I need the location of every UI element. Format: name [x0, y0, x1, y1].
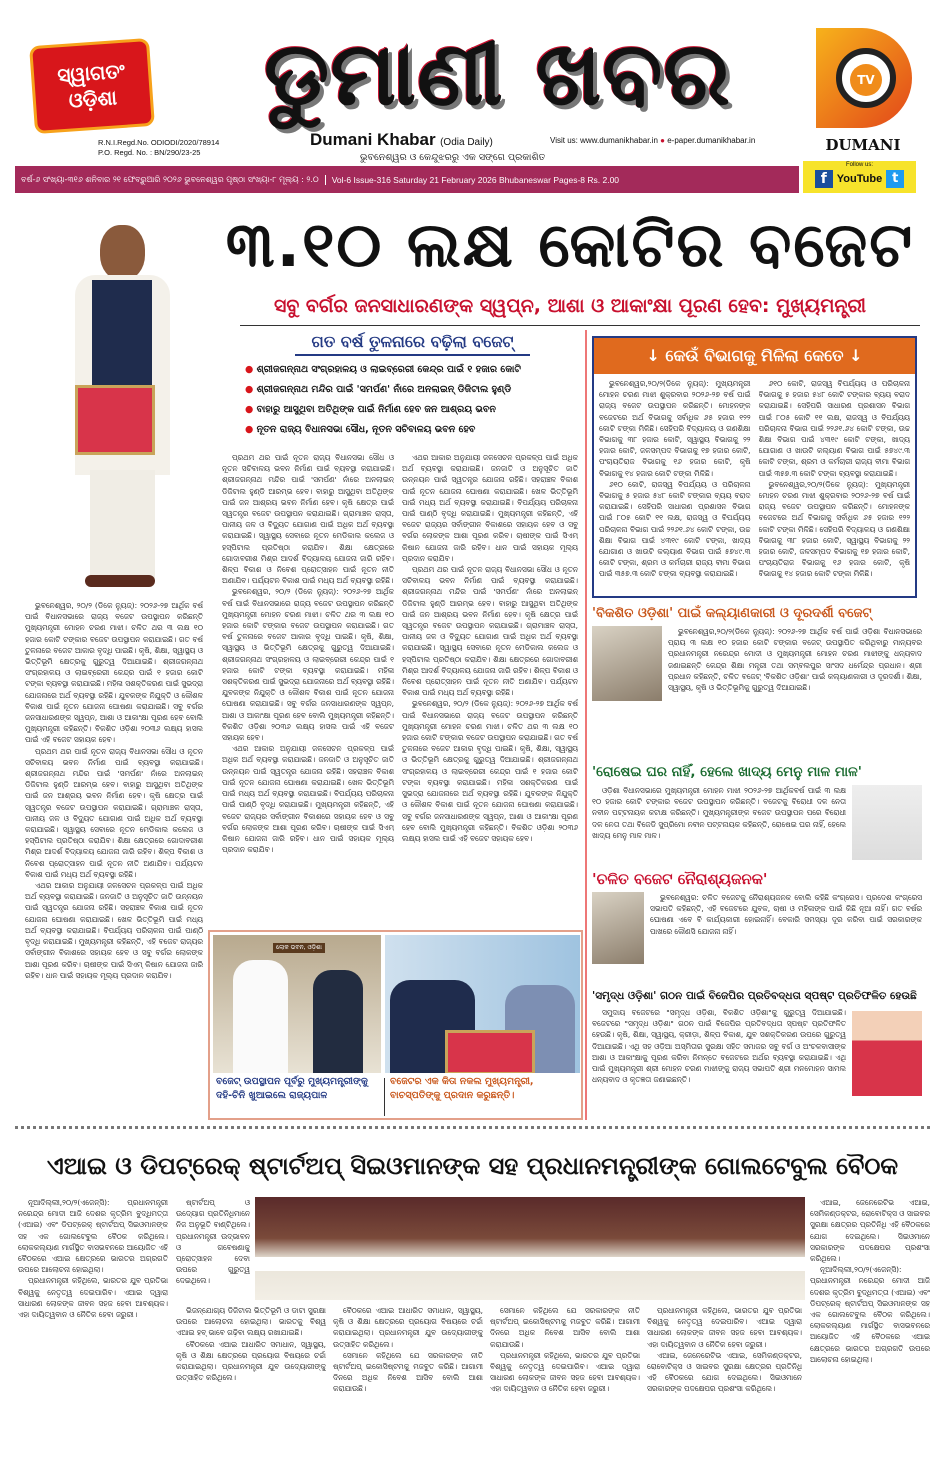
lead-body-col1: [222, 452, 394, 922]
dateline-english: Vol-6 Issue-316 Saturday 21 February 2026 Bhubaneswar Pages-8 Rs. 2.00: [331, 174, 620, 185]
lok-bhavan-sign: ଲୋକ ଭବନ, ଓଡ଼ିଶା: [273, 943, 325, 953]
second-col-5: [490, 1305, 640, 1460]
budget-copy-handover-photo: [385, 935, 580, 1073]
paragraph: ଭୁବନେଶ୍ୱର, ୨୦/୨ (ଡିକେ ନ୍ୟୁଜ୍): ୨୦୨୬-୨୭ ଆର୍ଥିକ ବର୍ଷ ପାଇଁ ବିଧାନସଭାରେ ରାଜ୍ୟ ବଜେଟ ଉପସ୍ଥାପନ କରିଛନ୍ତି ମୁଖ୍ୟମନ୍ତ୍ରୀ ମୋହନ ଚରଣ ମାଝୀ। ଚଳିତ ଥର ୩ ଲକ୍ଷ ୧୦ ହଜାର କୋଟି ଟଙ୍କାର ବଜେଟ ଉପସ୍ଥାପନ କରାଯାଇଛି। ଗତ ବର୍ଷ ତୁଳନାରେ ବଜେଟ ଆକାର ବୃଦ୍ଧି ପାଇଛି। କୃଷି, ଶିକ୍ଷା, ସ୍ୱାସ୍ଥ୍ୟ ଓ ଭିତ୍ତିଭୂମି କ୍ଷେତ୍ରକୁ ଗୁରୁତ୍ୱ ଦିଆଯାଇଛି। ଶ୍ରୀଜଗନ୍ନାଥ ସଂଗ୍ରହାଳୟ ଓ ଲାଇବ୍ରେରୀ କେନ୍ଦ୍ର ପାଇଁ ୧ ହଜାର କୋଟି ଟଙ୍କା ବ୍ୟବସ୍ଥା କରାଯାଇଛି। ମହିଳା ସଶକ୍ତିକରଣ ପାଇଁ ସୁଭଦ୍ରା ଯୋଜନାରେ ଅର୍ଥ ବ୍ୟବସ୍ଥା ରହିଛି। ଯୁବକଙ୍କ ନିଯୁକ୍ତି ଓ କୌଶଳ ବିକାଶ ପାଇଁ ନୂତନ ଯୋଜନା ଘୋଷଣା କରାଯାଇଛି। ସବୁ ବର୍ଗର ଜନସାଧାରଣଙ୍କ ସ୍ୱପ୍ନ, ଆଶା ଓ ଆକାଂକ୍ଷା ପୂରଣ ହେବ ବୋଲି ମୁଖ୍ୟମନ୍ତ୍ରୀ କହିଛନ୍ତି। ବିକଶିତ ଓଡ଼ିଶା ୨୦୩୬ ଲକ୍ଷ୍ୟ ହାସଲ ପାଇଁ ଏହି ବଜେଟ ସହାୟକ ହେବ।: [25, 601, 203, 745]
divider: [240, 325, 920, 326]
paragraph: ୬୧୦ କୋଟି, ରାଜସ୍ୱ ବିପର୍ଯ୍ୟୟ ଓ ପରିଚାଳନା ବିଭାଗକୁ ୫ ହଜାର ୫୪୮ କୋଟି ଟଙ୍କାର ବ୍ୟୟ ବରାଦ କରାଯାଇଛି। ସେହିପରି ସାଧାରଣ ପ୍ରଶାସନ ବିଭାଗ ପାଇଁ ୮୦୫ କୋଟି ୧୧ ଲକ୍ଷ, ରାଜସ୍ୱ ଓ ବିପର୍ଯ୍ୟୟ ପରିଚାଳନା ବିଭାଗ ପାଇଁ ୨୨୬୧.୬୪ କୋଟି ଟଙ୍କା, ଉଚ୍ଚ ଶିକ୍ଷା ବିଭାଗ ପାଇଁ ୪୩୧୯ କୋଟି ଟଙ୍କା, ଖାଦ୍ୟ ଯୋଗାଣ ଓ ଖାଉଟି କଲ୍ୟାଣ ବିଭାଗ ପାଇଁ ୫୭୪୯.୩ କୋଟି ଟଙ୍କା, ଶ୍ରମ ଓ କର୍ମଚାରୀ ରାଜ୍ୟ ବୀମା ବିଭାଗ ପାଇଁ ୩୫୭.୩ କୋଟି ଟଙ୍କା ବ୍ୟବସ୍ଥା କରାଯାଇଛି।: [599, 479, 751, 579]
article-title: 'ବିକଶିତ ଓଡ଼ିଶା' ପାଇଁ କଲ୍ୟାଣକାରୀ ଓ ଦୂରଦର୍ଶୀ ବଜେଟ୍: [592, 606, 872, 621]
newspaper-title-logo: [205, 18, 790, 130]
governor-cm-photo: [213, 935, 381, 1073]
paragraph: ୬୧୦ କୋଟି, ରାଜସ୍ୱ ବିପର୍ଯ୍ୟୟ ଓ ପରିଚାଳନା ବିଭାଗକୁ ୫ ହଜାର ୫୪୮ କୋଟି ଟଙ୍କାର ବ୍ୟୟ ବରାଦ କରାଯାଇଛି। ସେହିପରି ସାଧାରଣ ପ୍ରଶାସନ ବିଭାଗ ପାଇଁ ୮୦୫ କୋଟି ୧୧ ଲକ୍ଷ, ରାଜସ୍ୱ ଓ ବିପର୍ଯ୍ୟୟ ପରିଚାଳନା ବିଭାଗ ପାଇଁ ୨୨୬୧.୬୪ କୋଟି ଟଙ୍କା, ଉଚ୍ଚ ଶିକ୍ଷା ବିଭାଗ ପାଇଁ ୪୩୧୯ କୋଟି ଟଙ୍କା, ଖାଦ୍ୟ ଯୋଗାଣ ଓ ଖାଉଟି କଲ୍ୟାଣ ବିଭାଗ ପାଇଁ ୫୭୪୯.୩ କୋଟି ଟଙ୍କା, ଶ୍ରମ ଓ କର୍ମଚାରୀ ରାଜ୍ୟ ବୀମା ବିଭାଗ ପାଇଁ ୩୫୭.୩ କୋଟି ଟଙ୍କା ବ୍ୟବସ୍ଥା କରାଯାଇଛି।: [758, 379, 910, 478]
paragraph: ପ୍ରଧାନମନ୍ତ୍ରୀ କହିଥିଲେ, ଭାରତର ଯୁବ ପ୍ରତିଭା ବିଶ୍ୱକୁ ନେତୃତ୍ୱ ଦେଇପାରିବ। ଏଆଇ ଦ୍ୱାରା ସାଧାରଣ ଲୋକଙ୍କ ଜୀବନ ସହଜ ହେବା ଆବଶ୍ୟକ। ଏହା ଦାୟିତ୍ୱବାନ ଓ ନୈତିକ ହେବା ଜରୁରୀ।: [18, 1276, 168, 1320]
photo-box: [208, 930, 583, 1120]
paragraph: ଏଥର ଆକାର ଅନୁଯାୟୀ ଜଳସେଚନ ପ୍ରକଳ୍ପ ପାଇଁ ଅଧିକ ଅର୍ଥ ବ୍ୟବସ୍ଥା କରାଯାଇଛି। ଜନଜାତି ଓ ଅନୁସୂଚିତ ଜାତି ଉନ୍ନୟନ ପାଇଁ ସ୍ୱତନ୍ତ୍ର ଯୋଜନା ରହିଛି। ସହରାଞ୍ଚଳ ବିକାଶ ପାଇଁ ନୂତନ ଯୋଜନା ଘୋଷଣା କରାଯାଇଛି। ଖେଳ ଭିତ୍ତିଭୂମି ପାଇଁ ମଧ୍ୟ ଅର୍ଥ ବ୍ୟବସ୍ଥା କରାଯାଇଛି। ବିପର୍ଯ୍ୟୟ ପରିଚାଳନା ପାଇଁ ପାଣ୍ଠି ବୃଦ୍ଧି କରାଯାଇଛି। ମୁଖ୍ୟମନ୍ତ୍ରୀ କହିଛନ୍ତି, ଏହି ବଜେଟ ରାଜ୍ୟର ସର୍ବାଙ୍ଗୀନ ବିକାଶରେ ସହାୟକ ହେବ ଓ ସବୁ ବର୍ଗର ଲୋକଙ୍କ ଆଶା ପୂରଣ କରିବ। ଚାଷୀଙ୍କ ପାଇଁ ସିଏମ୍ କିଷାନ ଯୋଜନା ଜାରି ରହିବ। ଧାନ ପାଇଁ ସହାୟକ ମୂଲ୍ୟ ପ୍ରଦାନ କରାଯିବ।: [222, 744, 394, 855]
highlight-text: ଶ୍ରୀଜଗନ୍ନାଥ ମନ୍ଦିର ପାଇଁ 'ସମର୍ପଣ' ନାଁରେ ଅନଲାଇନ୍ ଡିଜିଟାଲ ହୁଣ୍ଡି: [256, 384, 512, 395]
highlight-text: ଶ୍ରୀଜଗନ୍ନାଥ ସଂଗ୍ରହାଳୟ ଓ ଲାଇବ୍ରେରୀ କେନ୍ଦ୍ର ପାଇଁ ୧ ହଜାର କୋଟି: [256, 364, 521, 375]
dateline-odia: ବର୍ଷ-୬ ସଂଖ୍ୟା-୩୧୬ ଶନିବାର ୨୧ ଫେବ୍ରୁଆରି ୨୦୨୬ ଭୁବନେଶ୍ୱର ପୃଷ୍ଠା ସଂଖ୍ୟା-୮ ମୂଲ୍ୟ : ୨.୦: [21, 175, 326, 185]
dharmendra-pradhan-photo: [592, 626, 662, 701]
second-headline: ଏଆଇ ଓ ଡିପଟ୍ରେକ୍ ଷ୍ଟାର୍ଟଅପ୍ ସିଇଓମାନଙ୍କ ସହ ପ୍ରଧାନମନ୍ତ୍ରୀଙ୍କ ଗୋଲଟେବୁଲ ବୈଠକ: [46, 1152, 899, 1180]
facebook-icon[interactable]: f: [815, 170, 833, 188]
naveen-patnaik-photo: [852, 785, 922, 860]
paragraph: ପ୍ରଧାନମନ୍ତ୍ରୀ କହିଥିଲେ, ଭାରତର ଯୁବ ପ୍ରତିଭା ବିଶ୍ୱକୁ ନେତୃତ୍ୱ ଦେଇପାରିବ। ଏଆଇ ଦ୍ୱାରା ସାଧାରଣ ଲୋକଙ୍କ ଜୀବନ ସହଜ ହେବା ଆବଶ୍ୟକ। ଏହା ଦାୟିତ୍ୱବାନ ଓ ନୈତିକ ହେବା ଜରୁରୀ।: [490, 1350, 640, 1394]
highlight-text: ବାହାରୁ ଆସୁଥିବା ଅତିଥିଙ୍କ ପାଇଁ ନିର୍ମାଣ ହେବ ଜନ ଆଶ୍ରୟ ଭବନ: [256, 404, 496, 415]
paragraph: ସେମାନେ କହିଥିଲେ ଯେ ସରକାରଙ୍କ ନୀତି ଷ୍ଟାର୍ଟଅପ୍ ଇକୋସିଷ୍ଟମକୁ ମଜବୁତ କରିଛି। ଆଗାମୀ ଦିନରେ ଅଧିକ ନିବେଶ ଆସିବ ବୋଲି ଆଶା କରାଯାଉଛି।: [333, 1350, 483, 1394]
article-roshei-ghar: [592, 763, 922, 863]
paragraph: ଷ୍ଟାର୍ଟଅପ୍ ଓ ଉଦ୍ୟୋଗ ପ୍ରତିନିଧିମାନେ ନିଜ ଅନୁଭୂତି ବାଣ୍ଟିଥିଲେ। ପ୍ରଧାନମନ୍ତ୍ରୀ ଉଦ୍ଭାବନ ଓ ଗବେଷଣାକୁ ପ୍ରୋତ୍ସାହନ ଦେବା ଉପରେ ଗୁରୁତ୍ୱ ଦେଇଥିଲେ।: [176, 1198, 250, 1286]
paragraph: ଓଡ଼ିଶା ବିଧାନସଭାରେ ମୁଖ୍ୟମନ୍ତ୍ରୀ ମୋହନ ମାଝୀ ୨୦୨୬-୨୭ ଆର୍ଥିକବର୍ଷ ପାଇଁ ୩ ଲକ୍ଷ ୧୦ ହଜାର କୋଟି ଟଙ୍କାର ବଜେଟ ଉପସ୍ଥାପନ କରିଛନ୍ତି। ବଜେଟକୁ ବିରୋଧୀ ଦଳ ନେତା ନବୀନ ପଟ୍ଟନାୟକ କଟାକ୍ଷ କରିଛନ୍ତି। ମୁଖ୍ୟମନ୍ତ୍ରୀଙ୍କ ବଜେଟ ଉପସ୍ଥାପନ ପରେ ବିରୋଧୀ ଦଳ ନେତା ତଥା ବିଜେଡି ସୁପ୍ରିମୋ ନବୀନ ପଟ୍ଟନାୟକ କହିଛନ୍ତି, ରୋଷେଇ ଘର ନାହିଁ, ହେଲେ ଖାଦ୍ୟ ମେନୁ ମାଳ ମାଳ।: [592, 786, 846, 840]
welcome-badge-text: ସ୍ୱାଗତଂ ଓଡ଼ିଶା: [56, 58, 126, 113]
epaper-link[interactable]: e-paper.dumanikhabar.in: [667, 136, 756, 145]
paragraph: ଭୁବନେଶ୍ୱର,୨୦/୨(ଡିକେ ନ୍ୟୁଜ୍): ମୁଖ୍ୟମନ୍ତ୍ରୀ ମୋହନ ଚରଣ ମାଝୀ ଶୁକ୍ରବାର ୨୦୨୬-୨୭ ବର୍ଷ ପାଇଁ ରାଜ୍ୟ ବଜେଟ ଉପସ୍ଥାପନ କରିଛନ୍ତି। ମୋହନଙ୍କ ବଜେଟରେ ଅର୍ଥ ବିଭାଗକୁ ସର୍ବାଧିକ ୬୫ ହଜାର ୧୨୨ କୋଟି ଟଙ୍କା ମିଳିଛି। ସେହିପରି ବିଦ୍ୟାଳୟ ଓ ଗଣଶିକ୍ଷା ବିଭାଗକୁ ୩୮ ହଜାର କୋଟି, ସ୍ୱାସ୍ଥ୍ୟ ବିଭାଗକୁ ୨୨ ହଜାର କୋଟି, ଜଳସମ୍ପଦ ବିଭାଗକୁ ୧୭ ହଜାର କୋଟି, ପଂଚାୟତିରାଜ ବିଭାଗକୁ ୧୬ ହଜାର କୋଟି, କୃଷି ବିଭାଗକୁ ୧୪ ହଜାର କୋଟି ଟଙ୍କା ମିଳିଛି।: [599, 379, 751, 478]
english-subtitle: (Odia Daily): [440, 137, 493, 148]
paragraph: ଭୁବନେଶ୍ୱର, ୨୦/୨ (ଡିକେ ନ୍ୟୁଜ୍): ୨୦୨୬-୨୭ ଆର୍ଥିକ ବର୍ଷ ପାଇଁ ବିଧାନସଭାରେ ରାଜ୍ୟ ବଜେଟ ଉପସ୍ଥାପନ କରିଛନ୍ତି ମୁଖ୍ୟମନ୍ତ୍ରୀ ମୋହନ ଚରଣ ମାଝୀ। ଚଳିତ ଥର ୩ ଲକ୍ଷ ୧୦ ହଜାର କୋଟି ଟଙ୍କାର ବଜେଟ ଉପସ୍ଥାପନ କରାଯାଇଛି। ଗତ ବର୍ଷ ତୁଳନାରେ ବଜେଟ ଆକାର ବୃଦ୍ଧି ପାଇଛି। କୃଷି, ଶିକ୍ଷା, ସ୍ୱାସ୍ଥ୍ୟ ଓ ଭିତ୍ତିଭୂମି କ୍ଷେତ୍ରକୁ ଗୁରୁତ୍ୱ ଦିଆଯାଇଛି। ଶ୍ରୀଜଗନ୍ନାଥ ସଂଗ୍ରହାଳୟ ଓ ଲାଇବ୍ରେରୀ କେନ୍ଦ୍ର ପାଇଁ ୧ ହଜାର କୋଟି ଟଙ୍କା ବ୍ୟବସ୍ଥା କରାଯାଇଛି। ମହିଳା ସଶକ୍ତିକରଣ ପାଇଁ ସୁଭଦ୍ରା ଯୋଜନାରେ ଅର୍ଥ ବ୍ୟବସ୍ଥା ରହିଛି। ଯୁବକଙ୍କ ନିଯୁକ୍ତି ଓ କୌଶଳ ବିକାଶ ପାଇଁ ନୂତନ ଯୋଜନା ଘୋଷଣା କରାଯାଇଛି। ସବୁ ବର୍ଗର ଜନସାଧାରଣଙ୍କ ସ୍ୱପ୍ନ, ଆଶା ଓ ଆକାଂକ୍ଷା ପୂରଣ ହେବ ବୋଲି ମୁଖ୍ୟମନ୍ତ୍ରୀ କହିଛନ୍ତି। ବିକଶିତ ଓଡ଼ିଶା ୨୦୩୬ ଲକ୍ଷ୍ୟ ହାସଲ ପାଇଁ ଏହି ବଜେଟ ସହାୟକ ହେବ।: [222, 587, 394, 743]
welcome-badge: [29, 38, 155, 134]
youtube-icon[interactable]: YouTube: [836, 173, 883, 185]
highlight-item: ● ନୂତନ ରାଜ୍ୟ ବିଧାନସଭା ସୌଧ, ନୂତନ ସଚିବାଳୟ ଭବନ ହେବ: [245, 424, 476, 435]
congress-leader-photo: [592, 892, 644, 964]
department-allocation-box: [592, 336, 917, 598]
article-title: 'ସମୃଦ୍ଧ ଓଡ଼ିଶା' ଗଠନ ପାଇଁ ବିଜେପିର ପ୍ରତିବଦ୍ଧତା ସ୍ପଷ୍ଟ ପ୍ରତିଫଳିତ ହେଉଛି: [592, 990, 917, 1002]
article-title: 'ଚଳିତ ବଜେଟ ନୈରାଶ୍ୟଜନକ': [592, 870, 768, 888]
english-title: Dumani Khabar: [310, 130, 436, 149]
article-title: 'ରୋଷେଇ ଘର ନାହିଁ, ହେଲେ ଖାଦ୍ୟ ମେନୁ ମାଳ ମାଳ': [592, 764, 862, 780]
dateline-bar: [15, 166, 799, 193]
paragraph: ନୂଆଦିଲ୍ଲୀ,୨୦/୨(ଏଜେନ୍ସି): ପ୍ରଧାନମନ୍ତ୍ରୀ ନରେନ୍ଦ୍ର ମୋଦୀ ଆଜି ଦେଶର କୃତ୍ରିମ ବୁଦ୍ଧିମତ୍ତା (ଏଆଇ) ଏବଂ ଡିପଟ୍ରେକ୍ ଷ୍ଟାର୍ଟଅପ୍ ସିଇଓମାନଙ୍କ ସହ ଏକ ଗୋଲଟେବୁଲ ବୈଠକ କରିଥିଲେ। ଲୋକକଲ୍ୟାଣ ମାର୍ଗସ୍ଥିତ ବାସଭବନରେ ଆୟୋଜିତ ଏହି ବୈଠକରେ ଏଆଇ କ୍ଷେତ୍ରରେ ଭାରତର ଅଗ୍ରଗତି ଉପରେ ଆଲୋଚନା ହୋଇଥିଲା।: [810, 1265, 930, 1364]
paragraph: ଏଥର ଆକାର ଅନୁଯାୟୀ ଜଳସେଚନ ପ୍ରକଳ୍ପ ପାଇଁ ଅଧିକ ଅର୍ଥ ବ୍ୟବସ୍ଥା କରାଯାଇଛି। ଜନଜାତି ଓ ଅନୁସୂଚିତ ଜାତି ଉନ୍ନୟନ ପାଇଁ ସ୍ୱତନ୍ତ୍ର ଯୋଜନା ରହିଛି। ସହରାଞ୍ଚଳ ବିକାଶ ପାଇଁ ନୂତନ ଯୋଜନା ଘୋଷଣା କରାଯାଇଛି। ଖେଳ ଭିତ୍ତିଭୂମି ପାଇଁ ମଧ୍ୟ ଅର୍ଥ ବ୍ୟବସ୍ଥା କରାଯାଇଛି। ବିପର୍ଯ୍ୟୟ ପରିଚାଳନା ପାଇଁ ପାଣ୍ଠି ବୃଦ୍ଧି କରାଯାଇଛି। ମୁଖ୍ୟମନ୍ତ୍ରୀ କହିଛନ୍ତି, ଏହି ବଜେଟ ରାଜ୍ୟର ସର୍ବାଙ୍ଗୀନ ବିକାଶରେ ସହାୟକ ହେବ ଓ ସବୁ ବର୍ଗର ଲୋକଙ୍କ ଆଶା ପୂରଣ କରିବ। ଚାଷୀଙ୍କ ପାଇଁ ସିଏମ୍ କିଷାନ ଯୋଜନା ଜାରି ରହିବ। ଧାନ ପାଇଁ ସହାୟକ ମୂଲ୍ୟ ପ୍ରଦାନ କରାଯିବ।: [402, 453, 578, 563]
follow-us-label: Follow us:: [845, 162, 873, 168]
lead-headline: ୩.୧୦ ଲକ୍ଷ କୋଟିର ବଜେଟ: [225, 208, 915, 281]
paragraph: ଭିଜନ୍‌ଯୋଗ୍ୟ ଡିଜିଟାଲ ଭିତ୍ତିଭୂମି ଓ ଡାଟା ସୁରକ୍ଷା ଉପରେ ଆଲୋଚନା ହୋଇଥିଲା। ଭାରତକୁ ବିଶ୍ୱ ଏଆଇ ହବ୍ ଭାବେ ଗଢ଼ିବା ଲକ୍ଷ୍ୟ ରଖାଯାଇଛି।: [176, 1306, 326, 1338]
paragraph: ପ୍ରଥମ ଥର ପାଇଁ ନୂତନ ରାଜ୍ୟ ବିଧାନସଭା ସୌଧ ଓ ନୂତନ ସଚିବାଳୟ ଭବନ ନିର୍ମାଣ ପାଇଁ ବ୍ୟବସ୍ଥା କରାଯାଇଛି। ଶ୍ରୀଜଗନ୍ନାଥ ମନ୍ଦିର ପାଇଁ 'ସମର୍ପଣ' ନାଁରେ ଅନଲାଇନ୍ ଡିଜିଟାଲ ହୁଣ୍ଡି ଆରମ୍ଭ ହେବ। ବାହାରୁ ଆସୁଥିବା ଅତିଥିଙ୍କ ପାଇଁ ଜନ ଆଶ୍ରୟ ଭବନ ନିର୍ମାଣ ହେବ। କୃଷି କ୍ଷେତ୍ର ପାଇଁ ସ୍ୱତନ୍ତ୍ର ବଜେଟ ଉପସ୍ଥାପନ କରାଯାଇଛି। ଗ୍ରାମାଞ୍ଚଳ ରାସ୍ତା, ପାନୀୟ ଜଳ ଓ ବିଦ୍ୟୁତ ଯୋଗାଣ ପାଇଁ ଅଧିକ ଅର୍ଥ ବ୍ୟବସ୍ଥା କରାଯାଇଛି। ସ୍ୱାସ୍ଥ୍ୟ ସେବାରେ ନୂତନ ମେଡିକାଲ କଲେଜ ଓ ହସ୍ପିଟାଲ ପ୍ରତିଷ୍ଠା କରାଯିବ। ଶିକ୍ଷା କ୍ଷେତ୍ରରେ ଗୋଦାବରୀଶ ମିଶ୍ର ଆଦର୍ଶ ବିଦ୍ୟାଳୟ ଯୋଜନା ଜାରି ରହିବ। ଶିଳ୍ପ ବିକାଶ ଓ ନିବେଶ ପ୍ରୋତ୍ସାହନ ପାଇଁ ନୂତନ ନୀତି ଅଣାଯିବ। ପର୍ଯ୍ୟଟନ ବିକାଶ ପାଇଁ ମଧ୍ୟ ଅର୍ଥ ବ୍ୟବସ୍ଥା ରହିଛି।: [25, 746, 203, 879]
website-link[interactable]: Visit us: www.dumanikhabar.in: [550, 136, 658, 145]
po-regd-number: P.O. Regd. No. : BN/290/23-25: [98, 148, 201, 157]
chief-minister-photo: [30, 215, 210, 595]
dumani-tv-logo: [808, 28, 918, 158]
photo-caption-governor: ବଜେଟ୍ ଉପସ୍ଥାପନ ପୂର୍ବରୁ ମୁଖ୍ୟମନ୍ତ୍ରୀଙ୍କୁ ଦହି-ଚିନି ଖୁଆଇଲେ ରାଜ୍ୟପାଳ: [216, 1076, 368, 1101]
dotted-divider: [15, 1126, 930, 1129]
bjp-president-photo: [852, 1011, 922, 1096]
highlight-item: ● ଶ୍ରୀଜଗନ୍ନାଥ ସଂଗ୍ରହାଳୟ ଓ ଲାଇବ୍ରେରୀ କେନ୍ଦ୍ର ପାଇଁ ୧ ହଜାର କୋଟି: [245, 364, 521, 375]
paragraph: ପ୍ରଥମ ଥର ପାଇଁ ନୂତନ ରାଜ୍ୟ ବିଧାନସଭା ସୌଧ ଓ ନୂତନ ସଚିବାଳୟ ଭବନ ନିର୍ମାଣ ପାଇଁ ବ୍ୟବସ୍ଥା କରାଯାଇଛି। ଶ୍ରୀଜଗନ୍ନାଥ ମନ୍ଦିର ପାଇଁ 'ସମର୍ପଣ' ନାଁରେ ଅନଲାଇନ୍ ଡିଜିଟାଲ ହୁଣ୍ଡି ଆରମ୍ଭ ହେବ। ବାହାରୁ ଆସୁଥିବା ଅତିଥିଙ୍କ ପାଇଁ ଜନ ଆଶ୍ରୟ ଭବନ ନିର୍ମାଣ ହେବ। କୃଷି କ୍ଷେତ୍ର ପାଇଁ ସ୍ୱତନ୍ତ୍ର ବଜେଟ ଉପସ୍ଥାପନ କରାଯାଇଛି। ଗ୍ରାମାଞ୍ଚଳ ରାସ୍ତା, ପାନୀୟ ଜଳ ଓ ବିଦ୍ୟୁତ ଯୋଗାଣ ପାଇଁ ଅଧିକ ଅର୍ଥ ବ୍ୟବସ୍ଥା କରାଯାଇଛି। ସ୍ୱାସ୍ଥ୍ୟ ସେବାରେ ନୂତନ ମେଡିକାଲ କଲେଜ ଓ ହସ୍ପିଟାଲ ପ୍ରତିଷ୍ଠା କରାଯିବ। ଶିକ୍ଷା କ୍ଷେତ୍ରରେ ଗୋଦାବରୀଶ ମିଶ୍ର ଆଦର୍ଶ ବିଦ୍ୟାଳୟ ଯୋଜନା ଜାରି ରହିବ। ଶିଳ୍ପ ବିକାଶ ଓ ନିବେଶ ପ୍ରୋତ୍ସାହନ ପାଇଁ ନୂତନ ନୀତି ଅଣାଯିବ। ପର୍ଯ୍ୟଟନ ବିକାଶ ପାଇଁ ମଧ୍ୟ ଅର୍ଥ ବ୍ୟବସ୍ଥା ରହିଛି।: [402, 565, 578, 698]
paragraph: ଭୁବନେଶ୍ୱର,୨୦/୨(ଡିକେ ନ୍ୟୁଜ୍): ମୁଖ୍ୟମନ୍ତ୍ରୀ ମୋହନ ଚରଣ ମାଝୀ ଶୁକ୍ରବାର ୨୦୨୬-୨୭ ବର୍ଷ ପାଇଁ ରାଜ୍ୟ ବଜେଟ ଉପସ୍ଥାପନ କରିଛନ୍ତି। ମୋହନଙ୍କ ବଜେଟରେ ଅର୍ଥ ବିଭାଗକୁ ସର୍ବାଧିକ ୬୫ ହଜାର ୧୨୨ କୋଟି ଟଙ୍କା ମିଳିଛି। ସେହିପରି ବିଦ୍ୟାଳୟ ଓ ଗଣଶିକ୍ଷା ବିଭାଗକୁ ୩୮ ହଜାର କୋଟି, ସ୍ୱାସ୍ଥ୍ୟ ବିଭାଗକୁ ୨୨ ହଜାର କୋଟି, ଜଳସମ୍ପଦ ବିଭାଗକୁ ୧୭ ହଜାର କୋଟି, ପଂଚାୟତିରାଜ ବିଭାଗକୁ ୧୬ ହଜାର କୋଟି, କୃଷି ବିଭାଗକୁ ୧୪ ହଜାର କୋଟି ଟଙ୍କା ମିଳିଛି।: [758, 479, 910, 579]
paragraph: ବୈଠକରେ ଏଆଇ ଆଧାରିତ ସମାଧାନ, ସ୍ୱାସ୍ଥ୍ୟ, କୃଷି ଓ ଶିକ୍ଷା କ୍ଷେତ୍ରରେ ପ୍ରୟୋଗ ବିଷୟରେ ଚର୍ଚ୍ଚା କରାଯାଇଥିଲା। ପ୍ରଧାନମନ୍ତ୍ରୀ ଯୁବ ଉଦ୍ୟୋଗୀଙ୍କୁ ଉତ୍ସାହିତ କରିଥିଲେ।: [176, 1339, 326, 1383]
paragraph: ଭୁବନେଶ୍ୱର: ଚଳିତ ବଜେଟକୁ ନୈରାଶ୍ୟଜନକ ବୋଲି କହିଛି କଂଗ୍ରେସ। ପ୍ରଦେଶ କଂଗ୍ରେସ ସଭାପତି କହିଛନ୍ତି, ଏହି ବଜେଟରେ ଯୁବକ, ଚାଷୀ ଓ ମହିଳାଙ୍କ ପାଇଁ କିଛି ନୂଆ ନାହିଁ। ଗତ ବର୍ଷର ଘୋଷଣା ଏବେ ବି କାର୍ଯ୍ୟକାରୀ ହୋଇନାହିଁ। ବେକାରି ସମସ୍ୟା ଦୂର କରିବା ପାଇଁ ସରକାରଙ୍କ ପାଖରେ କୌଣସି ଯୋଜନା ନାହିଁ।: [650, 893, 922, 936]
paragraph: ଭୁବନେଶ୍ୱର, ୨୦/୨ (ଡିକେ ନ୍ୟୁଜ୍): ୨୦୨୬-୨୭ ଆର୍ଥିକ ବର୍ଷ ପାଇଁ ବିଧାନସଭାରେ ରାଜ୍ୟ ବଜେଟ ଉପସ୍ଥାପନ କରିଛନ୍ତି ମୁଖ୍ୟମନ୍ତ୍ରୀ ମୋହନ ଚରଣ ମାଝୀ। ଚଳିତ ଥର ୩ ଲକ୍ଷ ୧୦ ହଜାର କୋଟି ଟଙ୍କାର ବଜେଟ ଉପସ୍ଥାପନ କରାଯାଇଛି। ଗତ ବର୍ଷ ତୁଳନାରେ ବଜେଟ ଆକାର ବୃଦ୍ଧି ପାଇଛି। କୃଷି, ଶିକ୍ଷା, ସ୍ୱାସ୍ଥ୍ୟ ଓ ଭିତ୍ତିଭୂମି କ୍ଷେତ୍ରକୁ ଗୁରୁତ୍ୱ ଦିଆଯାଇଛି। ଶ୍ରୀଜଗନ୍ନାଥ ସଂଗ୍ରହାଳୟ ଓ ଲାଇବ୍ରେରୀ କେନ୍ଦ୍ର ପାଇଁ ୧ ହଜାର କୋଟି ଟଙ୍କା ବ୍ୟବସ୍ଥା କରାଯାଇଛି। ମହିଳା ସଶକ୍ତିକରଣ ପାଇଁ ସୁଭଦ୍ରା ଯୋଜନାରେ ଅର୍ଥ ବ୍ୟବସ୍ଥା ରହିଛି। ଯୁବକଙ୍କ ନିଯୁକ୍ତି ଓ କୌଶଳ ବିକାଶ ପାଇଁ ନୂତନ ଯୋଜନା ଘୋଷଣା କରାଯାଇଛି। ସବୁ ବର୍ଗର ଜନସାଧାରଣଙ୍କ ସ୍ୱପ୍ନ, ଆଶା ଓ ଆକାଂକ୍ଷା ପୂରଣ ହେବ ବୋଲି ମୁଖ୍ୟମନ୍ତ୍ରୀ କହିଛନ୍ତି। ବିକଶିତ ଓଡ଼ିଶା ୨୦୩୬ ଲକ୍ଷ୍ୟ ହାସଲ ପାଇଁ ଏହି ବଜେଟ ସହାୟକ ହେବ।: [402, 699, 578, 843]
website-info: Visit us: www.dumanikhabar.in ● e-paper.dumanikhabar.in: [550, 136, 756, 145]
paragraph: ଏଥର ଆକାର ଅନୁଯାୟୀ ଜଳସେଚନ ପ୍ରକଳ୍ପ ପାଇଁ ଅଧିକ ଅର୍ଥ ବ୍ୟବସ୍ଥା କରାଯାଇଛି। ଜନଜାତି ଓ ଅନୁସୂଚିତ ଜାତି ଉନ୍ନୟନ ପାଇଁ ସ୍ୱତନ୍ତ୍ର ଯୋଜନା ରହିଛି। ସହରାଞ୍ଚଳ ବିକାଶ ପାଇଁ ନୂତନ ଯୋଜନା ଘୋଷଣା କରାଯାଇଛି। ଖେଳ ଭିତ୍ତିଭୂମି ପାଇଁ ମଧ୍ୟ ଅର୍ଥ ବ୍ୟବସ୍ଥା କରାଯାଇଛି। ବିପର୍ଯ୍ୟୟ ପରିଚାଳନା ପାଇଁ ପାଣ୍ଠି ବୃଦ୍ଧି କରାଯାଇଛି। ମୁଖ୍ୟମନ୍ତ୍ରୀ କହିଛନ୍ତି, ଏହି ବଜେଟ ରାଜ୍ୟର ସର୍ବାଙ୍ଗୀନ ବିକାଶରେ ସହାୟକ ହେବ ଓ ସବୁ ବର୍ଗର ଲୋକଙ୍କ ଆଶା ପୂରଣ କରିବ। ଚାଷୀଙ୍କ ପାଇଁ ସିଏମ୍ କିଷାନ ଯୋଜନା ଜାରି ରହିବ। ଧାନ ପାଇଁ ସହାୟକ ମୂଲ୍ୟ ପ୍ରଦାନ କରାଯିବ।: [25, 881, 203, 980]
column-divider: [585, 330, 587, 1120]
paragraph: ସେମାନେ କହିଥିଲେ ଯେ ସରକାରଙ୍କ ନୀତି ଷ୍ଟାର୍ଟଅପ୍ ଇକୋସିଷ୍ଟମକୁ ମଜବୁତ କରିଛି। ଆଗାମୀ ଦିନରେ ଅଧିକ ନିବେଶ ଆସିବ ବୋଲି ଆଶା କରାଯାଉଛି।: [490, 1306, 640, 1349]
highlight-text: ନୂତନ ରାଜ୍ୟ ବିଧାନସଭା ସୌଧ, ନୂତନ ସଚିବାଳୟ ଭବନ ହେବ: [256, 424, 476, 435]
article-samruddha-odisha: [592, 989, 922, 1117]
lead-subhead: ସବୁ ବର୍ଗର ଜନସାଧାରଣଙ୍କ ସ୍ୱପ୍ନ, ଆଶା ଓ ଆକାଂକ୍ଷା ପୂରଣ ହେବ: ମୁଖ୍ୟମନ୍ତ୍ରୀ: [273, 295, 867, 317]
published-from: ଭୁବନେଶ୍ୱର ଓ କେନ୍ଦୁଝରରୁ ଏକ ସଙ୍ଗେ ପ୍ରକାଶିତ: [360, 152, 546, 163]
second-col-4: [333, 1305, 483, 1460]
follow-us-box: [803, 161, 916, 193]
highlights-box: [245, 330, 580, 445]
second-col-7: [810, 1197, 930, 1460]
highlight-item: ● ବାହାରୁ ଆସୁଥିବା ଅତିଥିଙ୍କ ପାଇଁ ନିର୍ମାଣ ହେବ ଜନ ଆଶ୍ରୟ ଭବନ: [245, 404, 496, 415]
paragraph: ପ୍ରଥମ ଥର ପାଇଁ ନୂତନ ରାଜ୍ୟ ବିଧାନସଭା ସୌଧ ଓ ନୂତନ ସଚିବାଳୟ ଭବନ ନିର୍ମାଣ ପାଇଁ ବ୍ୟବସ୍ଥା କରାଯାଇଛି। ଶ୍ରୀଜଗନ୍ନାଥ ମନ୍ଦିର ପାଇଁ 'ସମର୍ପଣ' ନାଁରେ ଅନଲାଇନ୍ ଡିଜିଟାଲ ହୁଣ୍ଡି ଆରମ୍ଭ ହେବ। ବାହାରୁ ଆସୁଥିବା ଅତିଥିଙ୍କ ପାଇଁ ଜନ ଆଶ୍ରୟ ଭବନ ନିର୍ମାଣ ହେବ। କୃଷି କ୍ଷେତ୍ର ପାଇଁ ସ୍ୱତନ୍ତ୍ର ବଜେଟ ଉପସ୍ଥାପନ କରାଯାଇଛି। ଗ୍ରାମାଞ୍ଚଳ ରାସ୍ତା, ପାନୀୟ ଜଳ ଓ ବିଦ୍ୟୁତ ଯୋଗାଣ ପାଇଁ ଅଧିକ ଅର୍ଥ ବ୍ୟବସ୍ଥା କରାଯାଇଛି। ସ୍ୱାସ୍ଥ୍ୟ ସେବାରେ ନୂତନ ମେଡିକାଲ କଲେଜ ଓ ହସ୍ପିଟାଲ ପ୍ରତିଷ୍ଠା କରାଯିବ। ଶିକ୍ଷା କ୍ଷେତ୍ରରେ ଗୋଦାବରୀଶ ମିଶ୍ର ଆଦର୍ଶ ବିଦ୍ୟାଳୟ ଯୋଜନା ଜାରି ରହିବ। ଶିଳ୍ପ ବିକାଶ ଓ ନିବେଶ ପ୍ରୋତ୍ସାହନ ପାଇଁ ନୂତନ ନୀତି ଅଣାଯିବ। ପର୍ଯ୍ୟଟନ ବିକାଶ ପାଇଁ ମଧ୍ୟ ଅର୍ଥ ବ୍ୟବସ୍ଥା ରହିଛି।: [222, 453, 394, 586]
paragraph: ନୂଆଦିଲ୍ଲୀ,୨୦/୨(ଏଜେନ୍ସି): ପ୍ରଧାନମନ୍ତ୍ରୀ ନରେନ୍ଦ୍ର ମୋଦୀ ଆଜି ଦେଶର କୃତ୍ରିମ ବୁଦ୍ଧିମତ୍ତା (ଏଆଇ) ଏବଂ ଡିପଟ୍ରେକ୍ ଷ୍ଟାର୍ଟଅପ୍ ସିଇଓମାନଙ୍କ ସହ ଏକ ଗୋଲଟେବୁଲ ବୈଠକ କରିଥିଲେ। ଲୋକକଲ୍ୟାଣ ମାର୍ଗସ୍ଥିତ ବାସଭବନରେ ଆୟୋଜିତ ଏହି ବୈଠକରେ ଏଆଇ କ୍ଷେତ୍ରରେ ଭାରତର ଅଗ୍ରଗତି ଉପରେ ଆଲୋଚନା ହୋଇଥିଲା।: [18, 1198, 168, 1275]
department-box-title: ↓ କେଉଁ ବିଭାଗକୁ ମିଳିଲା କେତେ ↓: [594, 338, 915, 374]
second-col-3: [176, 1305, 326, 1460]
tv-name: DUMANI: [825, 136, 901, 154]
paragraph: ଏଆଇ, ଜେନେରେଟିଭ ଏଆଇ, ସେମିକଣ୍ଡକ୍ଟର, ରୋବୋଟିକ୍ସ ଓ ସାଇବର ସୁରକ୍ଷା କ୍ଷେତ୍ରର ପ୍ରତିନିଧି ଏହି ବୈଠକରେ ଯୋଗ ଦେଇଥିଲେ। ସିଇଓମାନେ ସରକାରଙ୍କ ପଦକ୍ଷେପର ପ୍ରଶଂସା କରିଥିଲେ।: [647, 1350, 802, 1394]
highlights-title: ଗତ ବର୍ଷ ତୁଳନାରେ ବଢ଼ିଲା ବଜେଟ୍: [295, 330, 530, 356]
twitter-icon[interactable]: t: [886, 170, 904, 188]
paragraph: ଏଆଇ, ଜେନେରେଟିଭ ଏଆଇ, ସେମିକଣ୍ଡକ୍ଟର, ରୋବୋଟିକ୍ସ ଓ ସାଇବର ସୁରକ୍ଷା କ୍ଷେତ୍ରର ପ୍ରତିନିଧି ଏହି ବୈଠକରେ ଯୋଗ ଦେଇଥିଲେ। ସିଇଓମାନେ ସରକାରଙ୍କ ପଦକ୍ଷେପର ପ୍ରଶଂସା କରିଥିଲେ।: [810, 1198, 930, 1264]
photo-caption-budget-copy: ବଜେଟର ଏକ କିତା ନକଲ ମୁଖ୍ୟମନ୍ତ୍ରୀ, ବାଚସ୍ପତିଙ୍କୁ ପ୍ରଦାନ କରୁଛନ୍ତି।: [390, 1076, 534, 1101]
registration-info: [98, 138, 219, 158]
paragraph: ଭୁବନେଶ୍ୱର,୨୦/୨(ଡିକେ ନ୍ୟୁଜ୍): ୨୦୨୬-୨୭ ଆର୍ଥିକ ବର୍ଷ ପାଇଁ ଓଡ଼ିଶା ବିଧାନସଭାରେ ପ୍ରାୟ ୩ ଲକ୍ଷ ୧୦ ହଜାର କୋଟି ଟଙ୍କାର ବଜେଟ୍ ଉପସ୍ଥାପିତ କରିଥିବାରୁ ମାନ୍ୟବର ପ୍ରଧାନମନ୍ତ୍ରୀ ନରେନ୍ଦ୍ର ମୋଦୀ ଓ ମୁଖ୍ୟମନ୍ତ୍ରୀ ମୋହନ ଚରଣ ମାଝୀଙ୍କୁ ଧନ୍ୟବାଦ ଜଣାଇଛନ୍ତି କେନ୍ଦ୍ର ଶିକ୍ଷା ମନ୍ତ୍ରୀ ତଥା ସମ୍ବଲପୁର ସାଂସଦ ଧର୍ମେନ୍ଦ୍ର ପ୍ରଧାନ। ଶ୍ରୀ ପ୍ରଧାନ କହିଛନ୍ତି, ଚଳିତ ବଜେଟ୍ 'ବିକଶିତ ଓଡ଼ିଶା' ପାଇଁ କଲ୍ୟାଣକାରୀ ଓ ଦୂରଦର୍ଶୀ। ଶିକ୍ଷା, ସ୍ୱାସ୍ଥ୍ୟ, କୃଷି ଓ ଭିତ୍ତିଭୂମିକୁ ଗୁରୁତ୍ୱ ଦିଆଯାଇଛି।: [668, 627, 922, 693]
pm-roundtable-photo: [255, 1197, 805, 1300]
second-col-1: [18, 1197, 168, 1460]
english-name: [310, 130, 493, 153]
article-nairashyajanak: [592, 869, 922, 983]
paragraph: ସମୁଦାୟ ବଜେଟରେ "ସମୃଦ୍ଧ ଓଡ଼ିଶା, ବିକଶିତ ଓଡ଼ିଶା"କୁ ଗୁରୁତ୍ୱ ଦିଆଯାଇଛି। ବଜେଟରେ "ସମୃଦ୍ଧ ଓଡ଼ିଶା" ଗଠନ ପାଇଁ ବିଜେପିର ପ୍ରତିବଦ୍ଧତା ସ୍ପଷ୍ଟ ପ୍ରତିଫଳିତ ହେଉଛି। କୃଷି, ଶିକ୍ଷା, ସ୍ୱାସ୍ଥ୍ୟ, କ୍ରୀଡ଼ା, ଶିଳ୍ପ ବିକାଶ, ଯୁବ ସଶକ୍ତିକରଣ ଉପରେ ଗୁରୁତ୍ୱ ଦିଆଯାଇଛି। ଏଥି ସହ ଓଡ଼ିଆ ଅସ୍ମିତାର ସୁରକ୍ଷା ସହିତ ସମାଜର ସବୁ ବର୍ଗ ଓ ଅଂଚଳବାସୀଙ୍କ ଆଶା ଓ ଆକାଂକ୍ଷାକୁ ପୂରଣ କରିବା ନିମନ୍ତେ ବଜେଟରେ ଅର୍ଥର ବ୍ୟବସ୍ଥା କରାଯାଇଛି। ଏଥି ପାଇଁ ମୁଖ୍ୟମନ୍ତ୍ରୀ ଶ୍ରୀ ମୋହନ ଚରଣ ମାଝୀଙ୍କୁ ରାଜ୍ୟ ସଭାପତି ଶ୍ରୀ ମନମୋହନ ସାମଲ ଧନ୍ୟବାଦ ଓ କୃତଜ୍ଞତା ଜଣାଇଛନ୍ତି।: [592, 1008, 846, 1085]
newspaper-title: ଡୁମାଣୀ ଖବର: [264, 21, 731, 125]
paragraph: ବୈଠକରେ ଏଆଇ ଆଧାରିତ ସମାଧାନ, ସ୍ୱାସ୍ଥ୍ୟ, କୃଷି ଓ ଶିକ୍ଷା କ୍ଷେତ୍ରରେ ପ୍ରୟୋଗ ବିଷୟରେ ଚର୍ଚ୍ଚା କରାଯାଇଥିଲା। ପ୍ରଧାନମନ୍ତ୍ରୀ ଯୁବ ଉଦ୍ୟୋଗୀଙ୍କୁ ଉତ୍ସାହିତ କରିଥିଲେ।: [333, 1306, 483, 1349]
article-viksit-odisha: [592, 605, 922, 757]
lead-body-col2: [402, 452, 578, 922]
lead-body-left: [25, 600, 203, 1115]
rni-number: R.N.I.Regd.No. ODIODI/2020/78914: [98, 138, 220, 147]
highlight-item: ● ଶ୍ରୀଜଗନ୍ନାଥ ମନ୍ଦିର ପାଇଁ 'ସମର୍ପଣ' ନାଁରେ ଅନଲାଇନ୍ ଡିଜିଟାଲ ହୁଣ୍ଡି: [245, 384, 512, 395]
second-col-2: [176, 1197, 250, 1300]
tv-icon: TV: [850, 64, 882, 96]
second-col-6: [647, 1305, 802, 1460]
paragraph: ପ୍ରଧାନମନ୍ତ୍ରୀ କହିଥିଲେ, ଭାରତର ଯୁବ ପ୍ରତିଭା ବିଶ୍ୱକୁ ନେତୃତ୍ୱ ଦେଇପାରିବ। ଏଆଇ ଦ୍ୱାରା ସାଧାରଣ ଲୋକଙ୍କ ଜୀବନ ସହଜ ହେବା ଆବଶ୍ୟକ। ଏହା ଦାୟିତ୍ୱବାନ ଓ ନୈତିକ ହେବା ଜରୁରୀ।: [647, 1306, 802, 1349]
